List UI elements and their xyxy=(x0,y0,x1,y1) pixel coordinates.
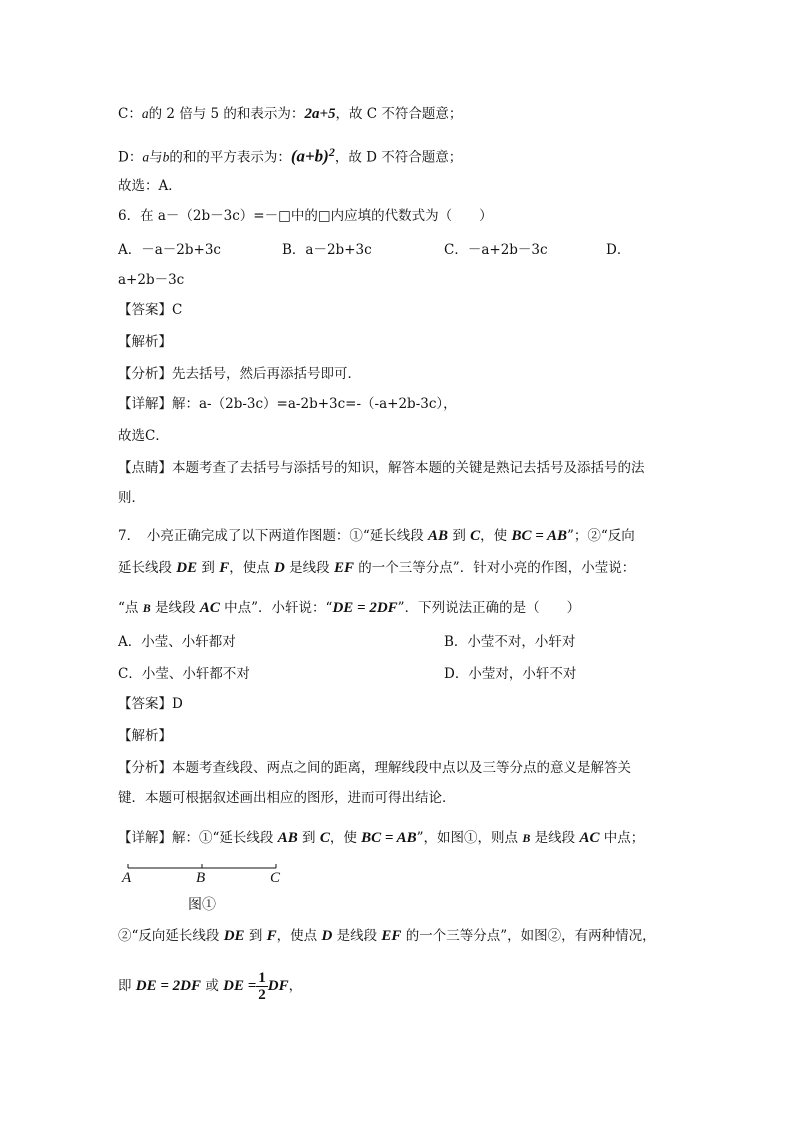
var-a: a xyxy=(141,106,149,121)
option-d-explanation xyxy=(118,142,462,168)
text: “点 xyxy=(118,600,143,616)
label-b: B xyxy=(196,870,206,886)
q7-xiangjie-line3 xyxy=(118,966,302,1010)
var-b: b xyxy=(162,149,170,165)
c-expression: 2a+5 xyxy=(304,106,336,122)
d-text: 的和的平方表示为： xyxy=(169,149,291,166)
q7-option-a: A．小莹、小轩都对 xyxy=(118,634,236,650)
c-prefix: C： xyxy=(118,106,142,122)
eq-de-half-lhs: DE = xyxy=(223,978,257,994)
q6-answer: 【答案】C xyxy=(118,302,183,318)
seg-ac: AC xyxy=(199,600,220,616)
text: 即 xyxy=(118,978,136,994)
text: ”，如图①，则点 xyxy=(416,830,523,846)
text: 到 xyxy=(197,560,220,576)
seg-ef: EF xyxy=(333,560,354,576)
q7-stem-line2 xyxy=(118,558,635,578)
q7-answer: 【答案】D xyxy=(118,696,183,712)
eq-de-half-rhs: DF xyxy=(267,978,289,994)
q5-choose: 故选：A． xyxy=(118,178,182,194)
d-exponent: 2 xyxy=(328,145,335,159)
q6-stem: 6．在 a－（2b－3c）=－□中的□内应填的代数式为（ ） xyxy=(118,208,493,224)
label-a: A xyxy=(122,870,132,886)
seg-ac: AC xyxy=(579,830,600,846)
text: 是线段 xyxy=(530,830,580,846)
q6-analysis-heading: 【解析】 xyxy=(118,334,172,350)
eq-de-2df: DE = 2DF xyxy=(135,978,202,994)
q6-xiangjie: 【详解】解：a-（2b-3c）=a-2b+3c=-（-a+2b-3c）， xyxy=(118,396,457,412)
q6-dianjing-line2: 则． xyxy=(118,490,145,506)
q6-option-b: B．a－2b+3c xyxy=(282,242,372,258)
figure-caption: 图① xyxy=(188,897,216,913)
q6-fenxi: 【分析】先去括号，然后再添括号即可． xyxy=(118,366,361,382)
q6-dianjing-line1: 【点睛】本题考查了去括号与添括号的知识，解答本题的关键是熟记去括号及添括号的法 xyxy=(118,460,645,476)
point-d: D xyxy=(321,928,333,944)
q6-choose: 故选C． xyxy=(118,428,169,444)
q6-option-d-content: a+2b－3c xyxy=(118,272,185,288)
label-c: C xyxy=(270,870,281,886)
q7-stem-line3 xyxy=(118,598,580,618)
q7-option-c: C．小莹、小轩都不对 xyxy=(118,666,250,682)
q7-xiangjie-line2 xyxy=(118,926,656,946)
text: 是线段 xyxy=(150,600,200,616)
text: ，使点 xyxy=(229,560,275,576)
option-c-explanation xyxy=(118,104,462,124)
text: 或 xyxy=(201,978,224,994)
q6-option-d: D． xyxy=(606,242,631,258)
seg-ab: AB xyxy=(428,528,449,544)
seg-ef: EF xyxy=(381,928,402,944)
text: 的一个三等分点”．针对小亮的作图，小莹说： xyxy=(354,560,636,576)
q7-option-d: D．小莹对，小轩不对 xyxy=(444,666,577,682)
point-b: B xyxy=(522,831,531,845)
c-tail: ，故 C 不符合题意； xyxy=(335,106,463,122)
eq-bc-ab: BC = AB xyxy=(511,528,567,544)
var-a: a xyxy=(142,149,150,165)
text: ”；②“反向 xyxy=(566,528,635,544)
text: 【详解】解：①“延长线段 xyxy=(118,830,278,846)
q7-option-b: B．小莹不对，小轩对 xyxy=(444,634,576,650)
text: 到 xyxy=(448,528,471,544)
eq-bc-ab: BC = AB xyxy=(361,830,417,846)
text: ②“反向延长线段 xyxy=(118,928,224,944)
q7-xiangjie-line1 xyxy=(118,828,644,848)
fraction-numerator: 1 xyxy=(258,970,266,986)
fraction-denominator: 2 xyxy=(258,987,266,1003)
text: 的一个三等分点”，如图②，有两种情况， xyxy=(401,928,656,944)
point-d: D xyxy=(274,560,285,576)
point-f: F xyxy=(219,560,230,576)
point-c: C xyxy=(470,528,481,544)
point-f: F xyxy=(266,928,277,944)
text: 延长线段 xyxy=(118,560,177,576)
d-expression: (a+b) xyxy=(290,146,329,166)
c-text: 的 2 倍与 5 的和表示为： xyxy=(148,106,305,122)
point-b: B xyxy=(142,601,151,615)
d-mid: 与 xyxy=(149,149,163,166)
text: 到 xyxy=(297,830,320,846)
d-prefix: D： xyxy=(118,149,143,166)
seg-de: DE xyxy=(176,560,198,576)
figure-1 xyxy=(118,858,298,918)
text: 是线段 xyxy=(284,560,334,576)
text: ，使点 xyxy=(276,928,322,944)
text: 中点”．小轩说：“ xyxy=(219,600,333,616)
text: 到 xyxy=(244,928,267,944)
q7-analysis-heading: 【解析】 xyxy=(118,728,172,744)
q7-fenxi-line1: 【分析】本题考查线段、两点之间的距离，理解线段中点以及三等分点的意义是解答关 xyxy=(118,760,631,776)
point-c: C xyxy=(319,830,330,846)
eq-de-2df: DE = 2DF xyxy=(332,600,398,616)
q7-stem-line1 xyxy=(118,526,635,546)
seg-ab: AB xyxy=(277,830,298,846)
d-tail: ，故 D 不符合题意； xyxy=(334,149,463,166)
seg-de: DE xyxy=(223,928,245,944)
text: 7． 小亮正确完成了以下两道作图题：①“延长线段 xyxy=(118,528,429,544)
q7-fenxi-line2: 键．本题可根据叙述画出相应的图形，进而可得出结论． xyxy=(118,790,456,806)
q6-option-c: C．－a+2b－3c xyxy=(444,242,548,258)
text: ，使 xyxy=(329,830,362,846)
text: ”．下列说法正确的是（ ） xyxy=(397,600,581,616)
text: ，使 xyxy=(480,528,512,544)
text: 是线段 xyxy=(332,928,382,944)
fraction-one-half xyxy=(256,970,268,1003)
q6-option-a: A．－a－2b+3c xyxy=(118,242,221,258)
text: 中点； xyxy=(599,830,645,846)
text: ， xyxy=(288,978,303,994)
